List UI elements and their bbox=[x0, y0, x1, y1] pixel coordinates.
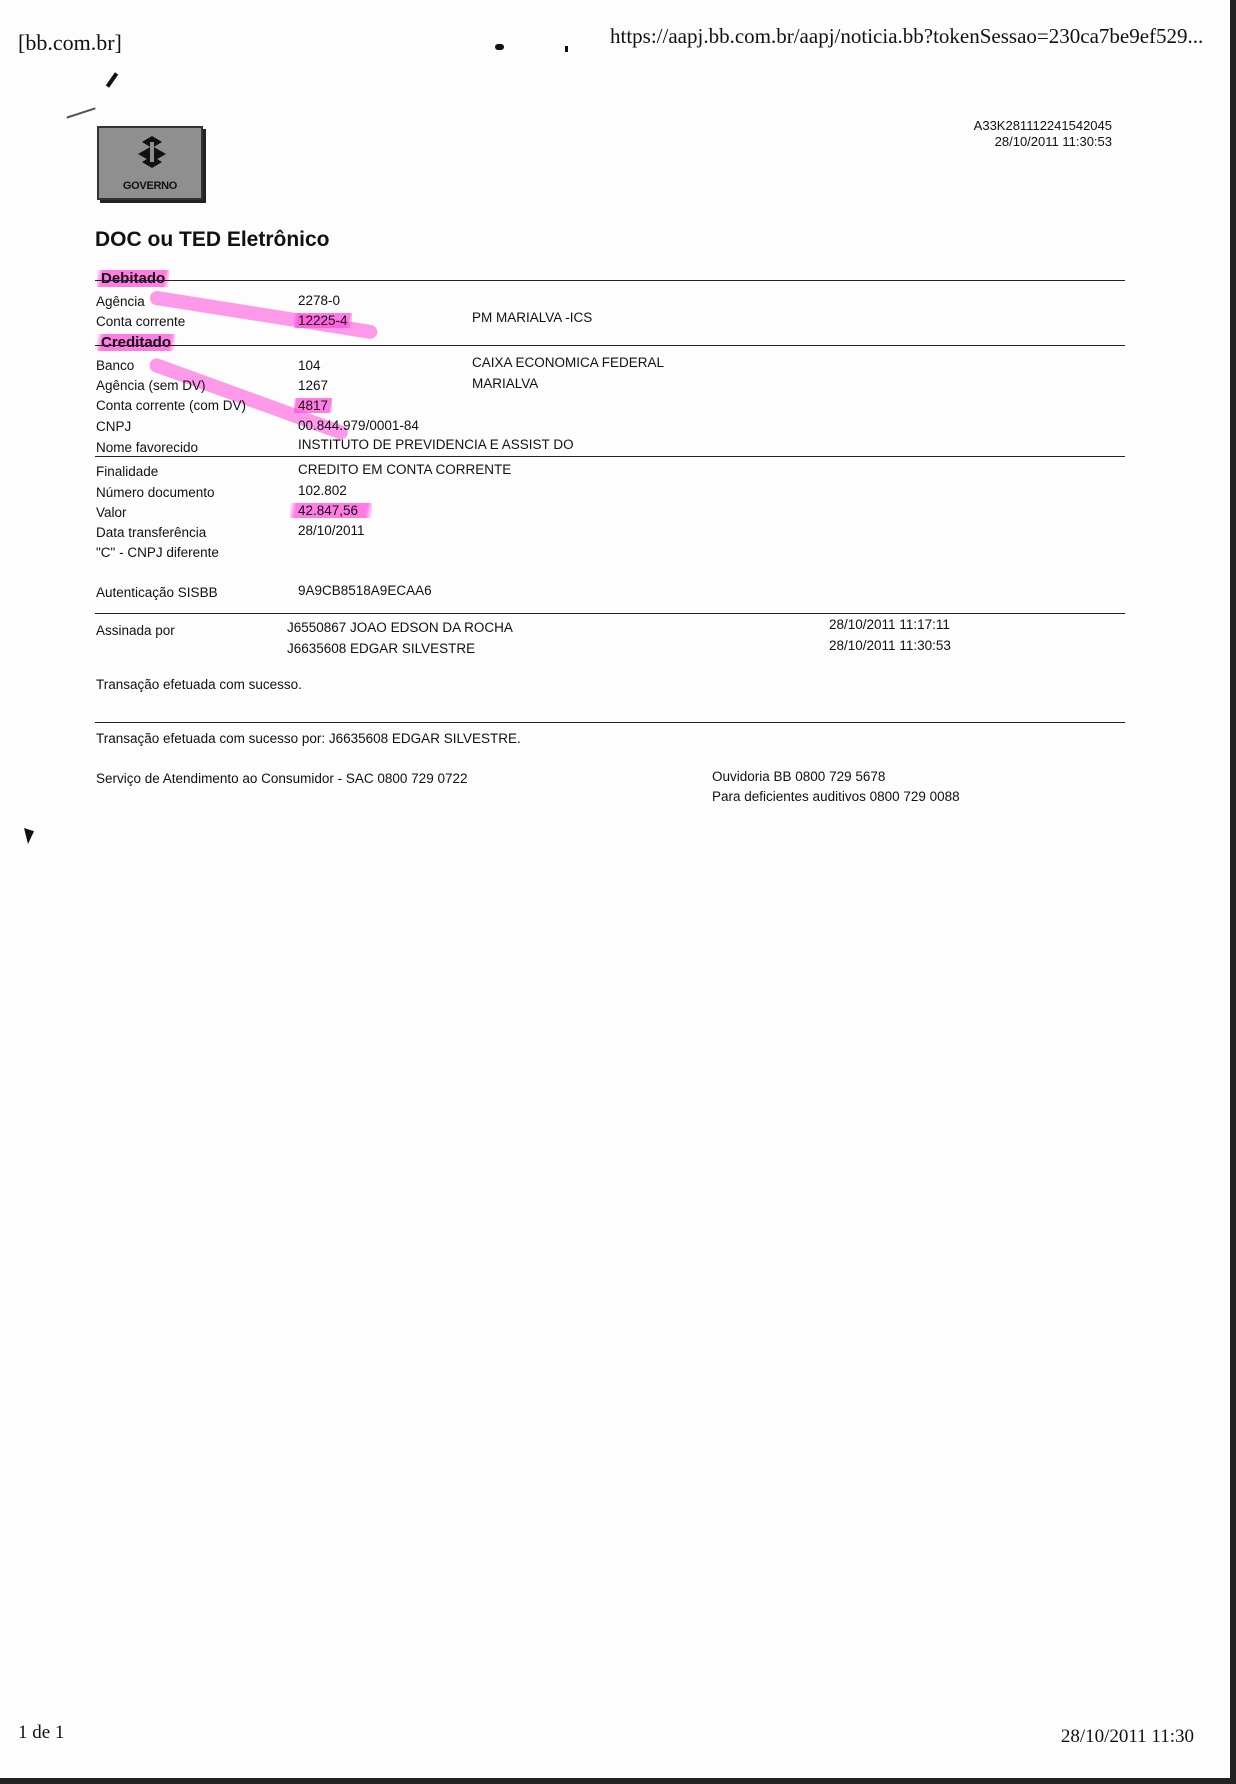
sac-contact: Serviço de Atendimento ao Consumidor - SAC 0800 729 0722 bbox=[96, 771, 468, 786]
credit-label-conta: Conta corrente (com DV) bbox=[96, 398, 247, 413]
bb-logo-icon bbox=[132, 134, 172, 170]
status-message: Transação efetuada com sucesso. bbox=[96, 677, 302, 692]
reference-code: A33K281112241542045 bbox=[973, 118, 1112, 133]
detail-label-documento: Número documento bbox=[96, 485, 215, 500]
divider bbox=[95, 722, 1125, 723]
signer-datetime: 28/10/2011 11:17:11 bbox=[829, 617, 950, 632]
detail-label-valor: Valor bbox=[96, 505, 127, 520]
section-heading-creditado: Creditado bbox=[97, 334, 175, 351]
debit-account-holder: PM MARIALVA -ICS bbox=[472, 310, 593, 325]
scan-speck bbox=[106, 72, 118, 87]
section-heading-debitado: Debitado bbox=[97, 270, 169, 287]
reference-datetime: 28/10/2011 11:30:53 bbox=[994, 134, 1112, 149]
signed-by-label: Assinada por bbox=[96, 623, 175, 638]
detail-label-data: Data transferência bbox=[96, 525, 207, 540]
detail-value-finalidade: CREDITO EM CONTA CORRENTE bbox=[298, 462, 512, 477]
page-title: DOC ou TED Eletrônico bbox=[95, 228, 330, 251]
reference-block bbox=[974, 118, 1112, 150]
ouvidoria-contact: Ouvidoria BB 0800 729 5678 bbox=[712, 769, 886, 784]
hearing-impaired-contact: Para deficientes auditivos 0800 729 0088 bbox=[712, 789, 960, 804]
credit-value-favorecido: INSTITUTO DE PREVIDENCIA E ASSIST DO bbox=[298, 437, 574, 452]
scan-speck bbox=[24, 828, 34, 844]
divider bbox=[95, 280, 1125, 281]
signer-datetime: 28/10/2011 11:30:53 bbox=[829, 638, 951, 653]
page-counter: 1 de 1 bbox=[18, 1722, 65, 1743]
status-by-message: Transação efetuada com sucesso por: J6635608 EDGAR SILVESTRE. bbox=[96, 731, 521, 746]
print-datetime: 28/10/2011 11:30 bbox=[1060, 1726, 1194, 1747]
credit-label-cnpj: CNPJ bbox=[96, 419, 132, 434]
auth-label: Autenticação SISBB bbox=[96, 585, 218, 600]
credit-value-conta: 4817 bbox=[294, 398, 332, 413]
credit-bank-name: CAIXA ECONOMICA FEDERAL bbox=[472, 355, 665, 370]
credit-label-favorecido: Nome favorecido bbox=[96, 440, 199, 455]
scan-speck bbox=[67, 107, 96, 118]
signer-name: J6550867 JOAO EDSON DA ROCHA bbox=[287, 620, 513, 635]
credit-label-banco: Banco bbox=[96, 358, 135, 373]
debit-value-agencia: 2278-0 bbox=[298, 293, 341, 308]
detail-value-data: 28/10/2011 bbox=[298, 523, 365, 538]
browser-url[interactable]: https://aapj.bb.com.br/aapj/noticia.bb?tokenSessao=230ca7be9ef529... bbox=[610, 24, 1204, 48]
credit-value-banco: 104 bbox=[298, 358, 321, 373]
logo-text: GOVERNO bbox=[122, 180, 178, 192]
bb-governo-logo bbox=[97, 126, 203, 200]
credit-value-agencia: 1267 bbox=[298, 378, 329, 393]
divider bbox=[95, 345, 1125, 346]
signer-name: J6635608 EDGAR SILVESTRE bbox=[287, 641, 476, 656]
credit-branch-city: MARIALVA bbox=[472, 376, 539, 391]
scan-speck bbox=[565, 46, 568, 52]
divider bbox=[95, 613, 1125, 614]
credit-label-agencia: Agência (sem DV) bbox=[96, 378, 206, 393]
debit-label-agencia: Agência bbox=[96, 294, 145, 309]
scan-speck bbox=[495, 44, 504, 50]
divider bbox=[95, 456, 1125, 457]
detail-label-finalidade: Finalidade bbox=[96, 464, 159, 479]
detail-label-cnpj-diferente: "C" - CNPJ diferente bbox=[96, 545, 219, 560]
detail-value-documento: 102.802 bbox=[298, 483, 347, 498]
credit-value-cnpj: 00.844.979/0001-84 bbox=[298, 418, 419, 433]
browser-site-label: [bb.com.br] bbox=[18, 30, 122, 55]
auth-value: 9A9CB8518A9ECAA6 bbox=[298, 583, 432, 598]
debit-value-conta: 12225-4 bbox=[294, 313, 352, 328]
debit-label-conta: Conta corrente bbox=[96, 314, 186, 329]
detail-value-valor: 42.847,56 bbox=[290, 503, 372, 518]
